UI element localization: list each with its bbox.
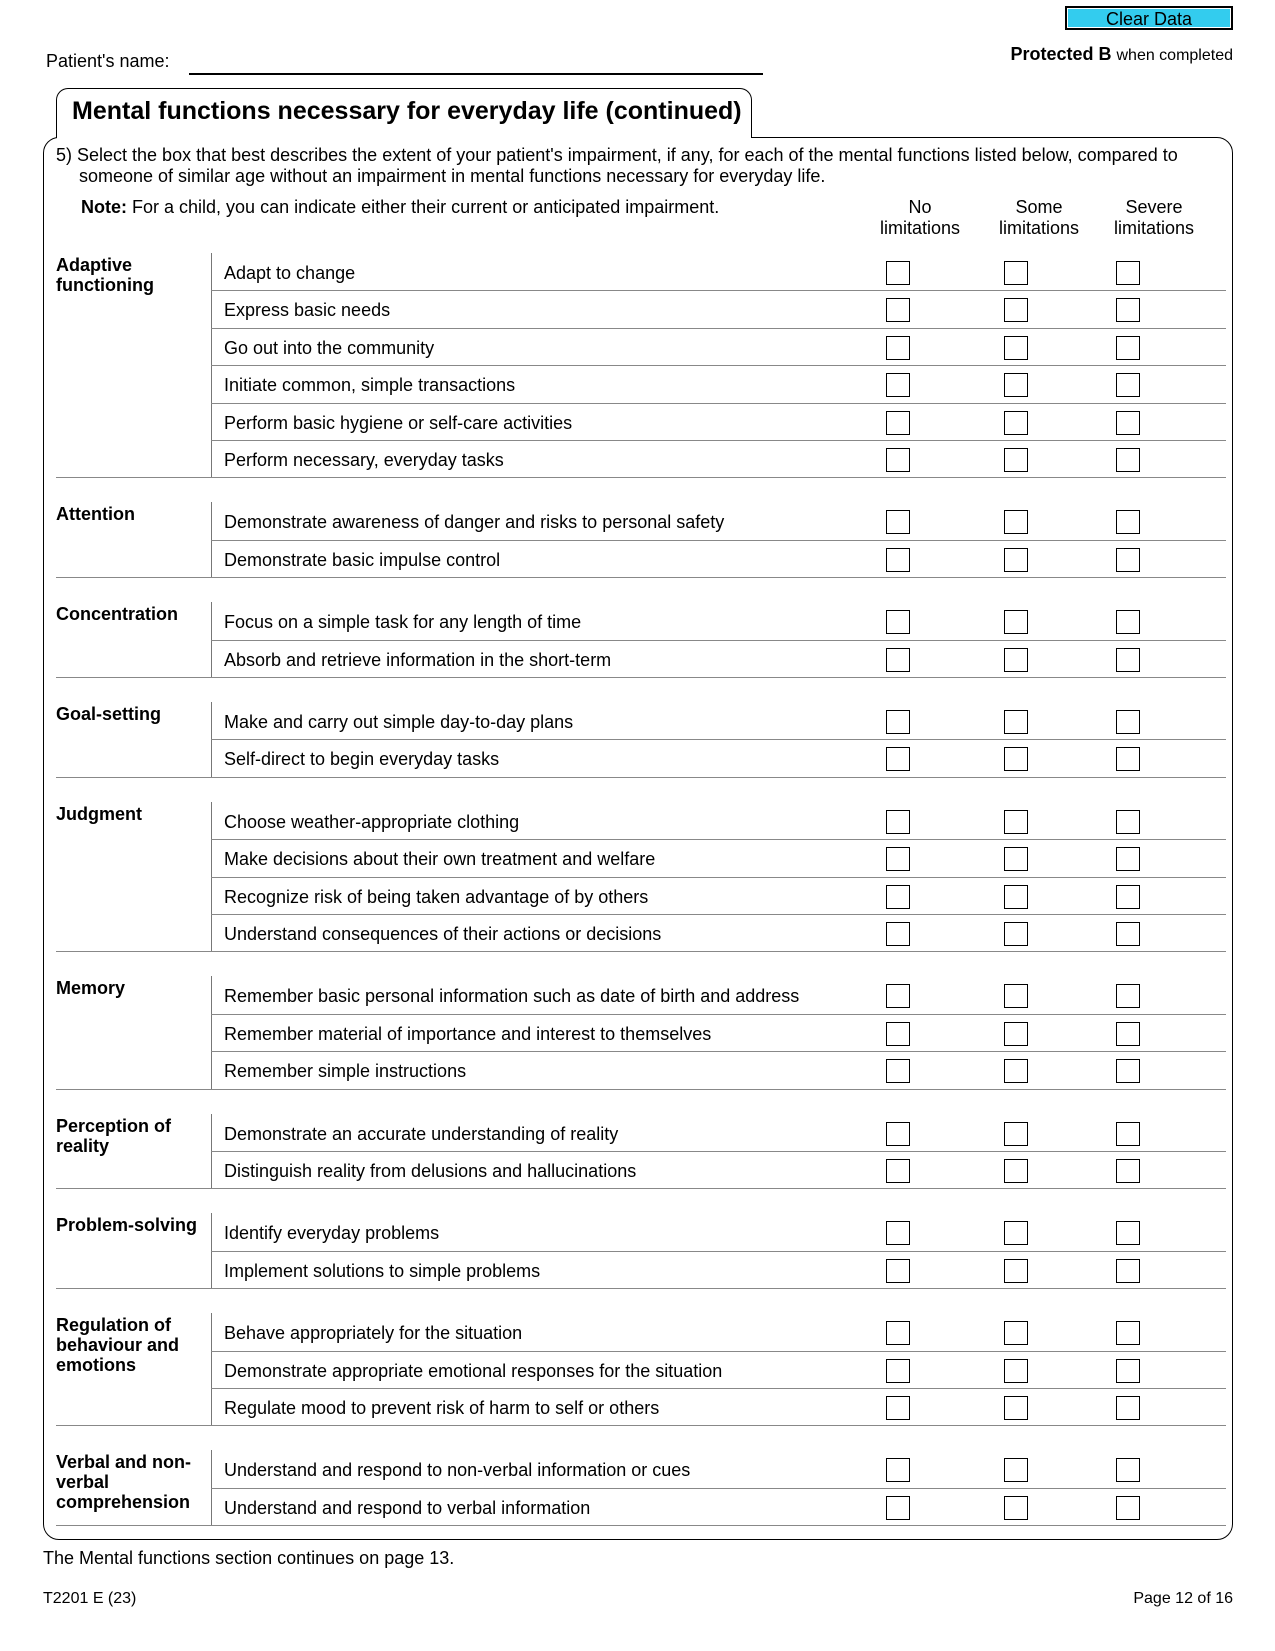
row-divider — [211, 440, 1226, 441]
group-separator — [56, 1188, 1226, 1189]
row-divider — [211, 839, 1226, 840]
checkbox-severe-limitations[interactable] — [1116, 1221, 1140, 1245]
checkbox-some-limitations[interactable] — [1004, 261, 1028, 285]
group-separator — [56, 577, 1226, 578]
checkbox-no-limitations[interactable] — [886, 1396, 910, 1420]
checkbox-no-limitations[interactable] — [886, 373, 910, 397]
group-separator — [56, 951, 1226, 952]
function-label: Distinguish reality from delusions and hallucinations — [224, 1161, 637, 1181]
checkbox-severe-limitations[interactable] — [1116, 261, 1140, 285]
checkbox-no-limitations[interactable] — [886, 984, 910, 1008]
checkbox-some-limitations[interactable] — [1004, 298, 1028, 322]
checkbox-severe-limitations[interactable] — [1116, 448, 1140, 472]
checkbox-severe-limitations[interactable] — [1116, 1022, 1140, 1046]
checkbox-some-limitations[interactable] — [1004, 1396, 1028, 1420]
function-label: Understand and respond to non-verbal information or cues — [224, 1460, 691, 1481]
row-divider — [211, 290, 1226, 291]
function-label: Demonstrate appropriate emotional responses for the situation — [224, 1360, 723, 1381]
checkbox-some-limitations[interactable] — [1004, 885, 1028, 909]
checkbox-severe-limitations[interactable] — [1116, 1458, 1140, 1482]
checkbox-some-limitations[interactable] — [1004, 510, 1028, 534]
group-separator — [56, 1425, 1226, 1426]
checkbox-no-limitations[interactable] — [886, 710, 910, 734]
checkbox-some-limitations[interactable] — [1004, 411, 1028, 435]
checkbox-some-limitations[interactable] — [1004, 1359, 1028, 1383]
row-divider — [211, 328, 1226, 329]
checkbox-some-limitations[interactable] — [1004, 648, 1028, 672]
row-divider — [211, 1388, 1226, 1389]
row-divider — [211, 640, 1226, 641]
column-header-line: limitations — [1113, 218, 1195, 238]
group-label: Memory — [56, 978, 126, 999]
note-label: Note: — [81, 197, 127, 217]
checkbox-some-limitations[interactable] — [1004, 336, 1028, 360]
instruction-line-2: someone of similar age without an impairment in mental functions necessary for everyday life. — [79, 166, 826, 186]
checkbox-some-limitations[interactable] — [1004, 1221, 1028, 1245]
group-label: Goal-setting — [56, 704, 162, 724]
checkbox-some-limitations[interactable] — [1004, 747, 1028, 771]
row-divider — [211, 914, 1226, 915]
function-label: Focus on a simple task for any length of time — [224, 612, 582, 633]
checkbox-some-limitations[interactable] — [1004, 1059, 1028, 1083]
checkbox-some-limitations[interactable] — [1004, 548, 1028, 572]
checkbox-no-limitations[interactable] — [886, 411, 910, 435]
function-label: Recognize risk of being taken advantage of by others — [224, 886, 649, 907]
checkbox-no-limitations[interactable] — [886, 1321, 910, 1345]
group-separator — [56, 677, 1226, 678]
column-header-severe-limitations — [1099, 197, 1209, 239]
checkbox-no-limitations[interactable] — [886, 1122, 910, 1146]
group-label: Perception of reality — [56, 1115, 172, 1156]
function-label: Remember simple instructions — [224, 1061, 467, 1082]
checkbox-some-limitations[interactable] — [1004, 1458, 1028, 1482]
function-label: Remember basic personal information such as date of birth and address — [224, 986, 800, 1007]
note-body: For a child, you can indicate either their current or anticipated impairment. — [132, 197, 720, 217]
group-separator — [56, 1288, 1226, 1289]
column-header-line: Severe — [1125, 197, 1183, 217]
checkbox-no-limitations[interactable] — [886, 261, 910, 285]
row-divider — [211, 540, 1226, 541]
function-label: Adapt to change — [224, 263, 356, 283]
protected-b-label: Protected B — [1010, 44, 1112, 64]
function-label: Initiate common, simple transactions — [224, 375, 516, 396]
checkbox-severe-limitations[interactable] — [1116, 336, 1140, 360]
group-label: Regulation of behaviour and emotions — [56, 1315, 180, 1376]
checkbox-severe-limitations[interactable] — [1116, 510, 1140, 534]
checkbox-some-limitations[interactable] — [1004, 1259, 1028, 1283]
checkbox-severe-limitations[interactable] — [1116, 373, 1140, 397]
group-label: Judgment — [56, 803, 143, 824]
group-separator — [56, 777, 1226, 778]
continues-note: The Mental functions section continues on page 13. — [43, 1548, 455, 1568]
group-label: Adaptive functioning — [56, 255, 154, 295]
column-header-line: limitations — [879, 218, 961, 238]
checkbox-some-limitations[interactable] — [1004, 847, 1028, 871]
checkbox-no-limitations[interactable] — [886, 847, 910, 871]
checkbox-no-limitations[interactable] — [886, 1458, 910, 1482]
function-label: Behave appropriately for the situation — [224, 1323, 523, 1344]
group-label: Problem-solving — [56, 1215, 198, 1236]
checkbox-some-limitations[interactable] — [1004, 1122, 1028, 1146]
row-divider — [211, 1051, 1226, 1052]
checkbox-severe-limitations[interactable] — [1116, 610, 1140, 634]
checkbox-severe-limitations[interactable] — [1116, 1359, 1140, 1383]
row-divider — [211, 365, 1226, 366]
function-label: Regulate mood to prevent risk of harm to self or others — [224, 1398, 660, 1418]
checkbox-severe-limitations[interactable] — [1116, 710, 1140, 734]
column-header-line: limitations — [998, 218, 1080, 238]
checkbox-no-limitations[interactable] — [886, 810, 910, 834]
checkbox-severe-limitations[interactable] — [1116, 1122, 1140, 1146]
checkbox-no-limitations[interactable] — [886, 747, 910, 771]
checkbox-some-limitations[interactable] — [1004, 373, 1028, 397]
column-header-some-limitations — [984, 197, 1094, 239]
form-code: T2201 E (23) — [43, 1590, 137, 1607]
checkbox-some-limitations[interactable] — [1004, 1496, 1028, 1520]
checkbox-some-limitations[interactable] — [1004, 922, 1028, 946]
group-label: Attention — [56, 504, 135, 525]
row-divider — [211, 1351, 1226, 1352]
checkbox-some-limitations[interactable] — [1004, 1159, 1028, 1183]
checkbox-severe-limitations[interactable] — [1116, 885, 1140, 909]
checkbox-some-limitations[interactable] — [1004, 610, 1028, 634]
function-label: Perform basic hygiene or self-care activities — [224, 412, 573, 433]
function-label: Demonstrate an accurate understanding of reality — [224, 1123, 619, 1144]
checkbox-severe-limitations[interactable] — [1116, 810, 1140, 834]
function-label: Make decisions about their own treatment and welfare — [224, 849, 656, 870]
checkbox-severe-limitations[interactable] — [1116, 1059, 1140, 1083]
function-label: Go out into the community — [224, 337, 435, 358]
checkbox-severe-limitations[interactable] — [1116, 548, 1140, 572]
function-label: Understand consequences of their actions or decisions — [224, 924, 662, 944]
checkbox-no-limitations[interactable] — [886, 336, 910, 360]
function-label: Express basic needs — [224, 300, 391, 321]
function-label: Self-direct to begin everyday tasks — [224, 749, 500, 770]
checkbox-no-limitations[interactable] — [886, 510, 910, 534]
function-label: Identify everyday problems — [224, 1223, 440, 1244]
checkbox-severe-limitations[interactable] — [1116, 1496, 1140, 1520]
function-label: Absorb and retrieve information in the short-term — [224, 649, 612, 670]
function-label: Implement solutions to simple problems — [224, 1260, 541, 1281]
note-text — [81, 197, 719, 218]
checkbox-some-limitations[interactable] — [1004, 1022, 1028, 1046]
checkbox-severe-limitations[interactable] — [1116, 1321, 1140, 1345]
checkbox-severe-limitations[interactable] — [1116, 747, 1140, 771]
checkbox-severe-limitations[interactable] — [1116, 847, 1140, 871]
checkbox-no-limitations[interactable] — [886, 1022, 910, 1046]
group-divider — [211, 976, 212, 1088]
checkbox-severe-limitations[interactable] — [1116, 1259, 1140, 1283]
column-header-line: Some — [1015, 197, 1063, 217]
row-divider — [211, 1488, 1226, 1489]
section-tab-join — [57, 134, 751, 140]
checkbox-no-limitations[interactable] — [886, 448, 910, 472]
section-title: Mental functions necessary for everyday life (continued) — [72, 97, 742, 125]
group-divider — [211, 1313, 212, 1425]
checkbox-severe-limitations[interactable] — [1116, 411, 1140, 435]
row-divider — [211, 877, 1226, 878]
function-label: Demonstrate basic impulse control — [224, 549, 501, 570]
function-label: Perform necessary, everyday tasks — [224, 450, 504, 470]
checkbox-no-limitations[interactable] — [886, 548, 910, 572]
checkbox-severe-limitations[interactable] — [1116, 648, 1140, 672]
checkbox-some-limitations[interactable] — [1004, 810, 1028, 834]
protected-b-suffix: when completed — [1116, 47, 1233, 64]
row-divider — [211, 739, 1226, 740]
function-label: Demonstrate awareness of danger and risks to personal safety — [224, 512, 725, 533]
function-label: Remember material of importance and interest to themselves — [224, 1023, 712, 1044]
row-divider — [211, 1014, 1226, 1015]
checkbox-no-limitations[interactable] — [886, 922, 910, 946]
row-divider — [211, 403, 1226, 404]
checkbox-no-limitations[interactable] — [886, 1496, 910, 1520]
checkbox-severe-limitations[interactable] — [1116, 922, 1140, 946]
checkbox-severe-limitations[interactable] — [1116, 984, 1140, 1008]
checkbox-some-limitations[interactable] — [1004, 710, 1028, 734]
checkbox-no-limitations[interactable] — [886, 1221, 910, 1245]
checkbox-severe-limitations[interactable] — [1116, 298, 1140, 322]
function-label: Choose weather-appropriate clothing — [224, 811, 520, 832]
checkbox-no-limitations[interactable] — [886, 298, 910, 322]
group-separator — [56, 1089, 1226, 1090]
patient-name-field[interactable] — [189, 73, 763, 75]
checkbox-no-limitations[interactable] — [886, 885, 910, 909]
group-label: Concentration — [56, 604, 179, 625]
clear-data-button[interactable]: Clear Data — [1065, 6, 1233, 30]
column-header-line: No — [908, 197, 932, 217]
checkbox-severe-limitations[interactable] — [1116, 1159, 1140, 1183]
checkbox-no-limitations[interactable] — [886, 1059, 910, 1083]
group-separator — [56, 477, 1226, 478]
function-label: Make and carry out simple day-to-day plans — [224, 712, 574, 732]
instruction-line-1: 5) Select the box that best describes the extent of your patient's impairment, if any, for each of the mental functions listed below, compared to — [56, 145, 1178, 165]
checkbox-no-limitations[interactable] — [886, 648, 910, 672]
checkbox-no-limitations[interactable] — [886, 1159, 910, 1183]
row-divider — [211, 1151, 1226, 1152]
checkbox-no-limitations[interactable] — [886, 1359, 910, 1383]
column-header-no-limitations — [865, 197, 975, 239]
checkbox-some-limitations[interactable] — [1004, 1321, 1028, 1345]
page-number: Page 12 of 16 — [1133, 1590, 1233, 1607]
checkbox-some-limitations[interactable] — [1004, 448, 1028, 472]
row-divider — [211, 1251, 1226, 1252]
function-label: Understand and respond to verbal information — [224, 1497, 591, 1518]
protected-b-notice — [1010, 44, 1233, 65]
group-label: Verbal and non-verbal comprehension — [56, 1452, 192, 1513]
instruction-text — [56, 145, 1232, 187]
group-separator — [56, 1525, 1226, 1526]
checkbox-no-limitations[interactable] — [886, 610, 910, 634]
checkbox-no-limitations[interactable] — [886, 1259, 910, 1283]
checkbox-severe-limitations[interactable] — [1116, 1396, 1140, 1420]
checkbox-some-limitations[interactable] — [1004, 984, 1028, 1008]
patient-name-label: Patient's name: — [46, 51, 170, 71]
